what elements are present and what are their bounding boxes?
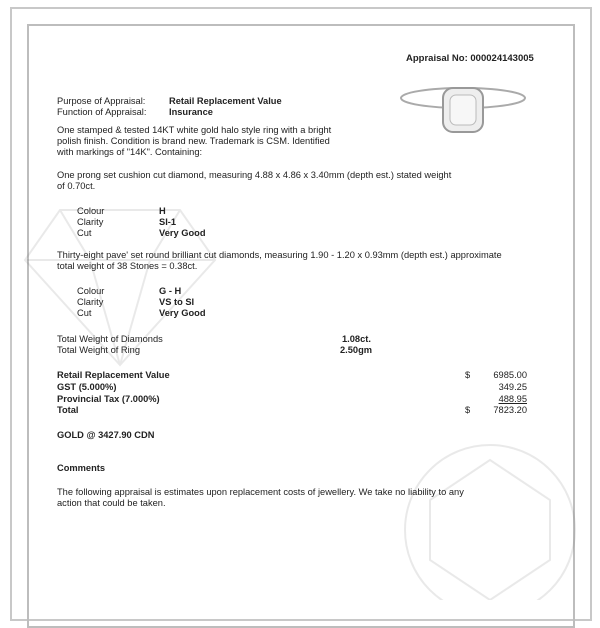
spec-value: H bbox=[159, 206, 166, 216]
side-stone-line: Thirty-eight pave' set round brilliant cut diamonds, measuring 1.90 - 1.20 x 0.93mm (depth est.) approximate bbox=[57, 250, 502, 260]
ring-image bbox=[398, 80, 528, 140]
value-amount: 7823.20 bbox=[493, 405, 527, 415]
spec-label: Colour bbox=[77, 286, 105, 296]
gold-price: GOLD @ 3427.90 CDN bbox=[57, 430, 155, 440]
comments-title: Comments bbox=[57, 463, 106, 473]
purpose-value: Retail Replacement Value bbox=[169, 96, 282, 106]
currency: $ bbox=[465, 405, 471, 415]
diamond-watermark-icon bbox=[400, 440, 580, 600]
value-amount: 349.25 bbox=[498, 382, 527, 392]
spec-value: Very Good bbox=[159, 228, 206, 238]
center-stone-line: One prong set cushion cut diamond, measuring 4.88 x 4.86 x 3.40mm (depth est.) stated weight bbox=[57, 170, 452, 180]
weight-value: 2.50gm bbox=[340, 345, 373, 355]
weight-label: Total Weight of Ring bbox=[57, 345, 141, 355]
value-label: GST (5.000%) bbox=[57, 382, 117, 392]
value-label: Retail Replacement Value bbox=[57, 370, 170, 380]
comments-line: action that could be taken. bbox=[57, 498, 166, 508]
weight-value: 1.08ct. bbox=[342, 334, 371, 344]
description-line: polish finish. Condition is brand new. Trademark is CSM. Identified bbox=[57, 136, 330, 146]
spec-label: Cut bbox=[77, 308, 92, 318]
spec-value: G - H bbox=[159, 286, 182, 296]
description-line: One stamped & tested 14KT white gold halo style ring with a bright bbox=[57, 125, 332, 135]
value-amount: 6985.00 bbox=[493, 370, 527, 380]
spec-value: SI-1 bbox=[159, 217, 177, 227]
spec-value: VS to SI bbox=[159, 297, 195, 307]
spec-value: Very Good bbox=[159, 308, 206, 318]
comments-line: The following appraisal is estimates upon replacement costs of jewellery. We take no liability to any bbox=[57, 487, 464, 497]
spec-label: Clarity bbox=[77, 297, 104, 307]
value-amount: 488.95 bbox=[498, 394, 527, 404]
spec-label: Clarity bbox=[77, 217, 104, 227]
center-stone-line: of 0.70ct. bbox=[57, 181, 96, 191]
weight-label: Total Weight of Diamonds bbox=[57, 334, 163, 344]
purpose-label: Purpose of Appraisal: bbox=[57, 96, 146, 106]
currency: $ bbox=[465, 370, 471, 380]
description-line: with markings of "14K". Containing: bbox=[57, 147, 203, 157]
value-label: Total bbox=[57, 405, 79, 415]
value-label: Provincial Tax (7.000%) bbox=[57, 394, 160, 404]
appraisal-number: Appraisal No: 000024143005 bbox=[406, 53, 534, 64]
spec-label: Colour bbox=[77, 206, 105, 216]
side-stone-line: total weight of 38 Stones = 0.38ct. bbox=[57, 261, 198, 271]
spec-label: Cut bbox=[77, 228, 92, 238]
function-label: Function of Appraisal: bbox=[57, 107, 147, 117]
function-value: Insurance bbox=[169, 107, 213, 117]
